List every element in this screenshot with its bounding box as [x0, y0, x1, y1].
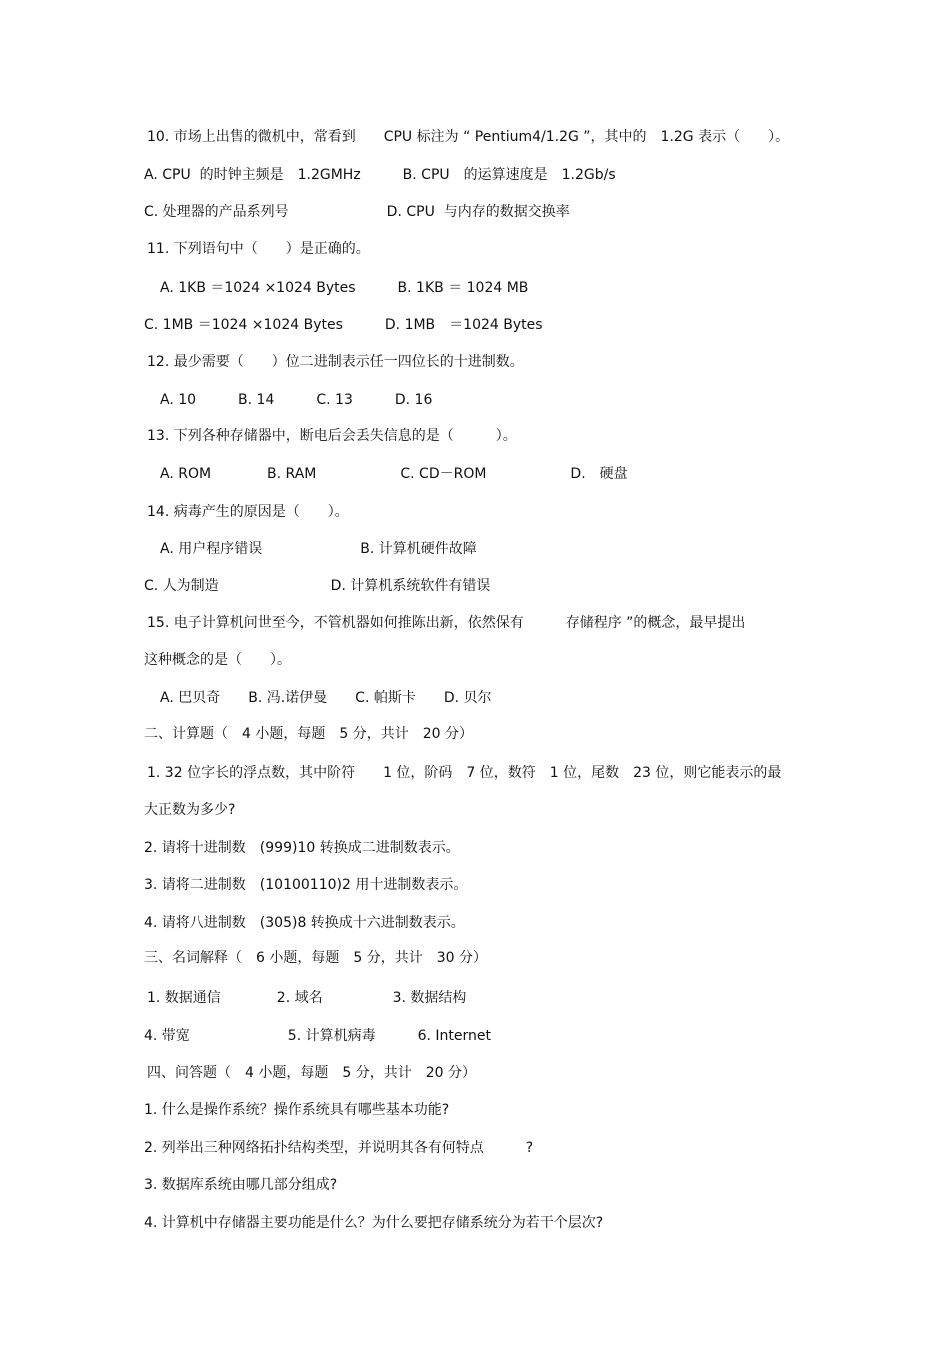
qa-1: 1. 什么是操作系统？操作系统具有哪些基本功能?	[144, 1102, 450, 1118]
q15-options: A. 巴贝奇 B. 冯.诺伊曼 C. 帕斯卡 D. 贝尔	[160, 690, 492, 706]
q13-options: A. ROM B. RAM C. CD－ROM D. 硬盘	[160, 466, 628, 482]
q12-options: A. 10 B. 14 C. 13 D. 16	[160, 392, 433, 408]
question-13: 13. 下列各种存储器中，断电后会丢失信息的是（ ）。	[147, 428, 517, 444]
calc-3: 3. 请将二进制数 (10100110)2 用十进制数表示。	[144, 877, 468, 893]
calc-2: 2. 请将十进制数 (999)10 转换成二进制数表示。	[144, 840, 460, 856]
section-4-heading: 四、问答题（ 4 小题，每题 5 分，共计 20 分）	[147, 1065, 476, 1081]
q10-options-cd: C. 处理器的产品系列号 D. CPU 与内存的数据交换率	[144, 204, 570, 220]
q11-options-cd: C. 1MB ＝1024 ×1024 Bytes D. 1MB ＝1024 Bytes	[144, 317, 543, 333]
section-2-heading: 二、计算题（ 4 小题，每题 5 分，共计 20 分）	[144, 726, 473, 742]
q14-options-cd: C. 人为制造 D. 计算机系统软件有错误	[144, 578, 491, 594]
qa-3: 3. 数据库系统由哪几部分组成?	[144, 1177, 338, 1193]
section-3-heading: 三、名词解释（ 6 小题，每题 5 分，共计 30 分）	[144, 950, 487, 966]
question-15-line2: 这种概念的是（ ）。	[144, 652, 291, 668]
question-11: 11. 下列语句中（ ）是正确的。	[147, 241, 370, 257]
q11-options-ab: A. 1KB ＝1024 ×1024 Bytes B. 1KB ＝ 1024 MB	[160, 280, 529, 296]
question-12: 12. 最少需要（ ）位二进制表示任一四位长的十进制数。	[147, 354, 524, 370]
q10-options-ab: A. CPU 的时钟主频是 1.2GMHz B. CPU 的运算速度是 1.2Gb/s	[144, 167, 616, 183]
calc-4: 4. 请将八进制数 (305)8 转换成十六进制数表示。	[144, 915, 465, 931]
qa-2: 2. 列举出三种网络拓扑结构类型，并说明其各有何特点 ?	[144, 1140, 534, 1156]
q14-options-ab: A. 用户程序错误 B. 计算机硬件故障	[160, 541, 477, 557]
calc-1-line1: 1. 32 位字长的浮点数，其中阶符 1 位，阶码 7 位，数符 1 位，尾数 23 位，则它能表示的最	[147, 765, 782, 781]
question-10: 10. 市场上出售的微机中，常看到 CPU 标注为 “ Pentium4/1.2G ”，其中的 1.2G 表示（ ）。	[147, 129, 790, 145]
qa-4: 4. 计算机中存储器主要功能是什么？为什么要把存储系统分为若干个层次?	[144, 1215, 604, 1231]
terms-row2: 4. 带宽 5. 计算机病毒 6. Internet	[144, 1028, 492, 1044]
terms-row1: 1. 数据通信 2. 域名 3. 数据结构	[147, 990, 467, 1006]
question-14: 14. 病毒产生的原因是（ ）。	[147, 504, 349, 520]
question-15-line1: 15. 电子计算机问世至今，不管机器如何推陈出新，依然保有 存储程序 ”的概念，最早提出	[147, 615, 746, 631]
calc-1-line2: 大正数为多少?	[144, 802, 236, 818]
